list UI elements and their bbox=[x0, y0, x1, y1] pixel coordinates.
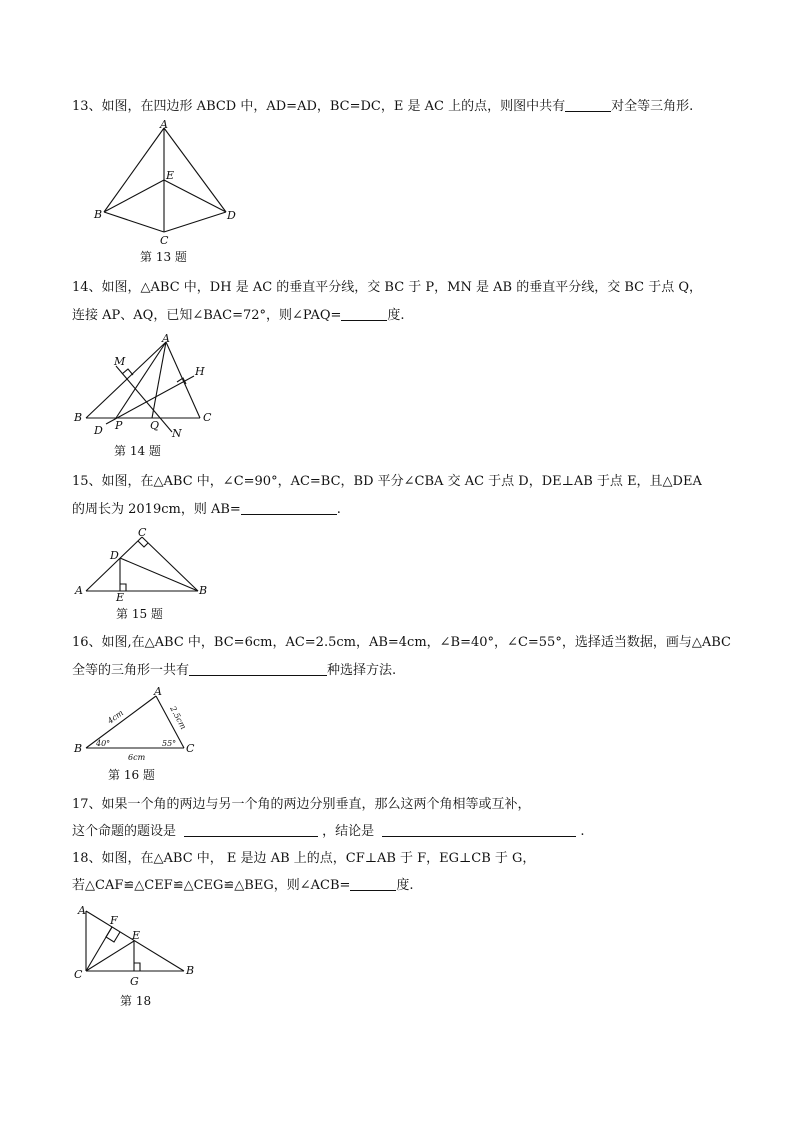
figure-16 bbox=[72, 684, 212, 784]
question-18-line2 bbox=[72, 876, 414, 896]
q14-answer-blank[interactable] bbox=[341, 306, 387, 321]
q18-label-C: C bbox=[74, 968, 83, 981]
q18-caption: 第 18 bbox=[120, 994, 152, 1008]
question-16-line1: 16、如图,在△ABC 中，BC=6cm，AC=2.5cm，AB=4cm，∠B=40°，∠C=55°，选择适当数据，画与△ABC bbox=[72, 635, 731, 650]
q14-caption: 第 14 题 bbox=[114, 444, 161, 458]
q16-caption: 第 16 题 bbox=[108, 768, 155, 782]
q18-label-E: E bbox=[132, 929, 141, 942]
q14-label-H: H bbox=[195, 365, 205, 378]
question-16-line2 bbox=[72, 661, 396, 681]
q18-label-F: F bbox=[110, 914, 118, 927]
question-15-line2 bbox=[72, 500, 341, 520]
q16-label-B: B bbox=[74, 742, 83, 755]
q13-label-A: A bbox=[160, 120, 168, 131]
q16-angle-c: 55° bbox=[162, 739, 177, 748]
question-17-line2 bbox=[72, 822, 584, 842]
q13-label-D: D bbox=[227, 209, 236, 222]
q14-label-Q: Q bbox=[150, 419, 160, 432]
q14-line2-before: 连接 AP、AQ，已知∠BAC=72°，则∠PAQ= bbox=[72, 308, 342, 323]
question-14-line2 bbox=[72, 306, 405, 326]
q17-line2-c: . bbox=[580, 824, 585, 839]
question-17-line1: 17、如果一个角的两边与另一个角的两边分别垂直，那么这两个角相等或互补， bbox=[72, 797, 531, 812]
q16-line2-after: 种选择方法. bbox=[327, 663, 397, 678]
q18-label-B: B bbox=[186, 964, 195, 977]
question-15-line1: 15、如图，在△ABC 中，∠C=90°，AC=BC，BD 平分∠CBA 交 AC 于点 D，DE⊥AB 于点 E，且△DEA bbox=[72, 474, 702, 489]
q13-answer-blank[interactable] bbox=[565, 97, 611, 112]
q13-text-after: 对全等三角形. bbox=[611, 99, 694, 114]
figure-18 bbox=[72, 905, 212, 1011]
q14-label-P: P bbox=[115, 419, 123, 432]
q16-label-A: A bbox=[154, 685, 162, 698]
q15-label-E: E bbox=[116, 591, 125, 604]
q18-label-G: G bbox=[130, 975, 139, 988]
q18-answer-blank[interactable] bbox=[350, 876, 396, 891]
q14-label-B: B bbox=[74, 411, 83, 424]
q13-caption: 第 13 题 bbox=[140, 250, 187, 262]
q17-conclusion-blank[interactable] bbox=[382, 822, 576, 837]
q16-angle-b: 40° bbox=[96, 739, 111, 748]
q18-line2-before: 若△CAF≌△CEF≌△CEG≌△BEG，则∠ACB= bbox=[72, 878, 351, 893]
q15-label-D: D bbox=[110, 549, 119, 562]
q17-hypothesis-blank[interactable] bbox=[184, 822, 318, 837]
q17-line2-a: 这个命题的题设是 bbox=[72, 824, 177, 839]
q17-line2-b: ，结论是 bbox=[322, 824, 375, 839]
q15-answer-blank[interactable] bbox=[241, 500, 337, 515]
q14-label-D: D bbox=[94, 424, 103, 437]
q13-text-before: 13、如图，在四边形 ABCD 中，AD=AD，BC=DC，E 是 AC 上的点，则图中共有 bbox=[72, 99, 566, 114]
q15-label-C: C bbox=[138, 526, 147, 539]
q15-line2-before: 的周长为 2019cm，则 AB= bbox=[72, 502, 241, 517]
q13-label-B: B bbox=[94, 208, 103, 221]
q14-label-N: N bbox=[172, 427, 182, 440]
q16-side-ac: 2.5cm bbox=[168, 704, 188, 731]
question-13-text bbox=[72, 97, 693, 117]
q16-side-ab: 4cm bbox=[105, 708, 126, 726]
q16-side-bc: 6cm bbox=[128, 753, 146, 762]
q16-answer-blank[interactable] bbox=[189, 661, 327, 676]
q14-label-M: M bbox=[114, 355, 126, 368]
q14-label-C: C bbox=[203, 411, 212, 424]
q15-label-A: A bbox=[75, 584, 83, 597]
q16-label-C: C bbox=[186, 742, 195, 755]
q13-label-C: C bbox=[160, 234, 169, 247]
q18-line2-after: 度. bbox=[396, 878, 414, 893]
q15-caption: 第 15 题 bbox=[116, 607, 163, 620]
figure-13 bbox=[86, 120, 246, 262]
q14-line2-after: 度. bbox=[387, 308, 405, 323]
q18-label-A: A bbox=[78, 905, 86, 917]
figure-15 bbox=[72, 525, 222, 620]
q15-label-B: B bbox=[199, 584, 208, 597]
figure-14 bbox=[72, 332, 222, 460]
q14-label-A: A bbox=[162, 332, 170, 345]
q15-line2-after: . bbox=[336, 502, 341, 517]
question-14-line1: 14、如图，△ABC 中，DH 是 AC 的垂直平分线，交 BC 于 P，MN 是 AB 的垂直平分线，交 BC 于点 Q， bbox=[72, 280, 702, 295]
q16-line2-before: 全等的三角形一共有 bbox=[72, 663, 190, 678]
q13-label-E: E bbox=[166, 169, 175, 182]
question-18-line1: 18、如图，在△ABC 中， E 是边 AB 上的点，CF⊥AB 于 F，EG⊥CB 于 G， bbox=[72, 851, 536, 866]
